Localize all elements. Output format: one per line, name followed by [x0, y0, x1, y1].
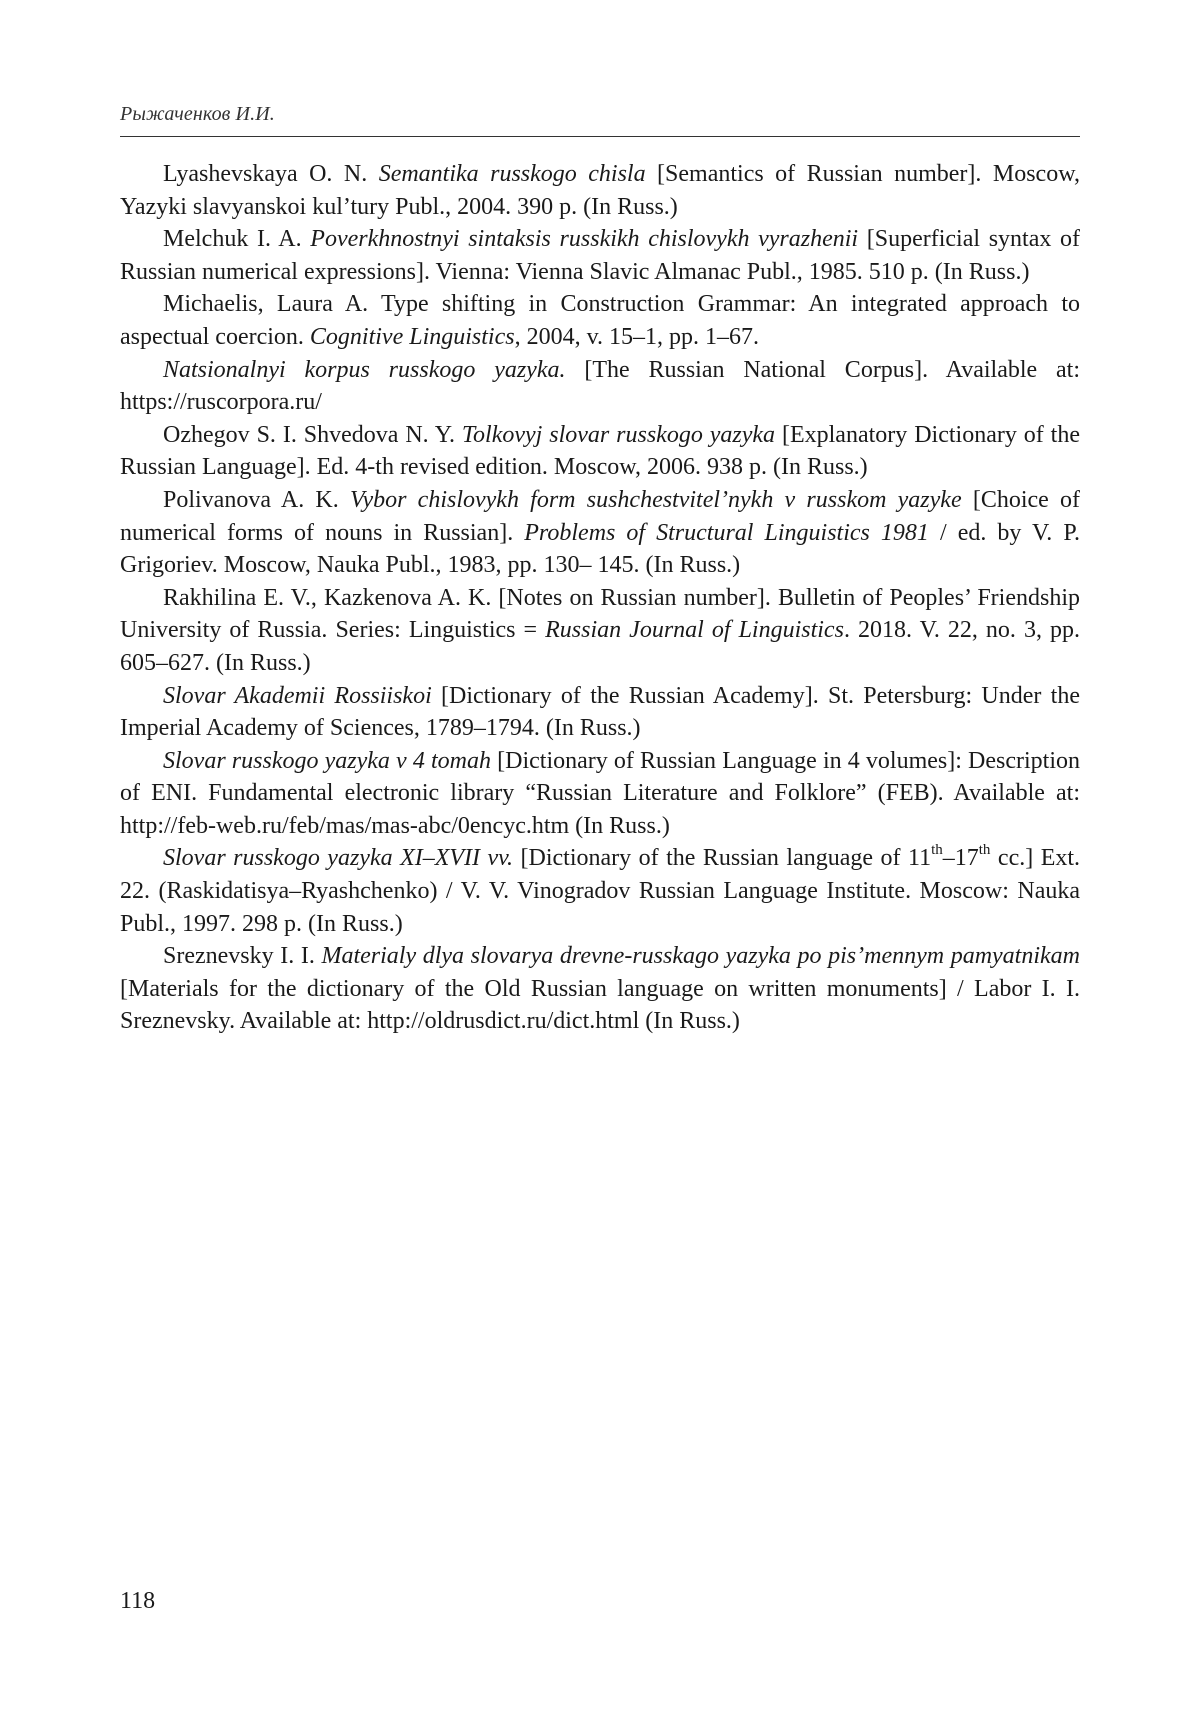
- ref-text: Michaelis, Laura A. Type shifting in Construction Grammar: An integrated approach to aspectual coercion.: [120, 291, 1080, 350]
- ref-journal-italic: Russian Journal of Linguistics: [545, 617, 844, 644]
- ref-text: [Dictionary of the Russian Academy]. St. Petersburg: Under the Imperial Academy of Sciences, 1789–1794. (In Russ.): [120, 682, 1080, 742]
- ref-title-italic: Tolkovyj slovar russkogo yazyka: [461, 421, 776, 448]
- ref-text: , 2004, v. 15–1, pp. 1–67.: [514, 323, 760, 350]
- ref-title-italic: Slovar Akademii Rossiiskoi: [163, 682, 432, 709]
- ref-text: [Dictionary of the Russian language of 11: [513, 845, 932, 872]
- reference-entry: [120, 940, 1080, 1038]
- ref-title-italic: Materialy dlya slovarya drevne-russkago yazyka po pis’mennym pamyatnikam: [321, 943, 1080, 970]
- reference-entry: [120, 745, 1080, 843]
- ref-text: [Choice of numerical forms of nouns in Russian].: [120, 486, 1081, 546]
- reference-entry: [120, 288, 1080, 353]
- ref-text: [The Russian National Corpus]. Available at: https://ruscorpora.ru/: [120, 356, 1080, 416]
- reference-entry: [120, 484, 1080, 582]
- reference-entry: [120, 582, 1080, 680]
- running-head: Рыжаченков И.И.: [120, 103, 275, 125]
- header-rule: [120, 136, 1080, 137]
- ref-text: –17: [942, 845, 979, 872]
- ref-text: [Dictionary of Russian Language in 4 volumes]: Description of ENI. Fundamental electronic library “Russian Literature and Folklore” (FEB). Available at: http://feb-web.ru/feb/mas/mas-abc/0encyc.htm (In Russ.): [120, 747, 1081, 839]
- ref-title-italic: Vybor chislovykh form sushchestvitel’nykh v russkom yazyke: [350, 486, 962, 513]
- ref-title-italic: Natsionalnyi korpus russkogo yazyka.: [163, 356, 566, 383]
- ref-title-italic: Semantika russkogo chisla: [378, 161, 646, 187]
- ref-title-italic: Cognitive Linguistics: [309, 323, 515, 350]
- ref-text: Ozhegov S. I. Shvedova N. Y.: [163, 421, 462, 448]
- ref-text: . 2018. V. 22, no. 3, pp. 605–627. (In Russ.): [120, 617, 1081, 676]
- ref-superscript: th: [931, 842, 943, 859]
- page-number: 118: [120, 1588, 156, 1614]
- reference-entry: [120, 354, 1080, 419]
- ref-text: [Semantics of Russian number]. Moscow, Yazyki slavyanskoi kul’tury Publ., 2004. 390 p. (In Russ.): [120, 161, 1080, 220]
- ref-text: [Materials for the dictionary of the Old Russian language on written monuments] / Labor I. I. Sreznevsky. Available at: http://oldrusdict.ru/dict.html (In Russ.): [120, 975, 1080, 1035]
- ref-text: Rakhilina E. V., Kazkenova A. K. [Notes on Russian number]. Bulletin of Peoples’ Friendship University of Russia. Series: Linguistics =: [120, 584, 1080, 644]
- reference-entry: [120, 419, 1080, 484]
- reference-entry: [120, 842, 1080, 940]
- references-list: [120, 158, 1080, 1038]
- ref-title-italic: Slovar russkogo yazyka v 4 tomah: [163, 747, 491, 774]
- ref-text: Melchuk I. A.: [163, 226, 311, 253]
- ref-text: [Superficial syntax of Russian numerical expressions]. Vienna: Vienna Slavic Almanac Publ., 1985. 510 p. (In Russ.): [120, 226, 1081, 285]
- ref-title-italic: Slovar russkogo yazyka XI–XVII vv.: [163, 845, 514, 872]
- ref-text: Sreznevsky I. I.: [163, 943, 322, 970]
- ref-title-italic: Poverkhnostnyi sintaksis russkikh chislovykh vyrazhenii: [310, 226, 859, 253]
- ref-text: [Explanatory Dictionary of the Russian Language]. Ed. 4-th revised edition. Moscow, 2006. 938 p. (In Russ.): [120, 421, 1080, 481]
- reference-entry: [120, 158, 1080, 223]
- reference-entry: [120, 680, 1080, 745]
- ref-text: cc.] Ext. 22. (Raskidatisya–Ryashchenko) / V. V. Vinogradov Russian Language Institute. Moscow: Nauka Publ., 1997. 298 p. (In Russ.): [120, 845, 1081, 937]
- ref-text: Polivanova A. K.: [163, 486, 350, 513]
- ref-text: Lyashevskaya O. N.: [163, 161, 379, 187]
- ref-text: / ed. by V. P. Grigoriev. Moscow, Nauka Publ., 1983, pp. 130– 145. (In Russ.): [120, 519, 1081, 579]
- ref-journal-italic: Problems of Structural Linguistics 1981: [524, 519, 929, 546]
- ref-superscript: th: [978, 842, 991, 859]
- reference-entry: [120, 223, 1080, 288]
